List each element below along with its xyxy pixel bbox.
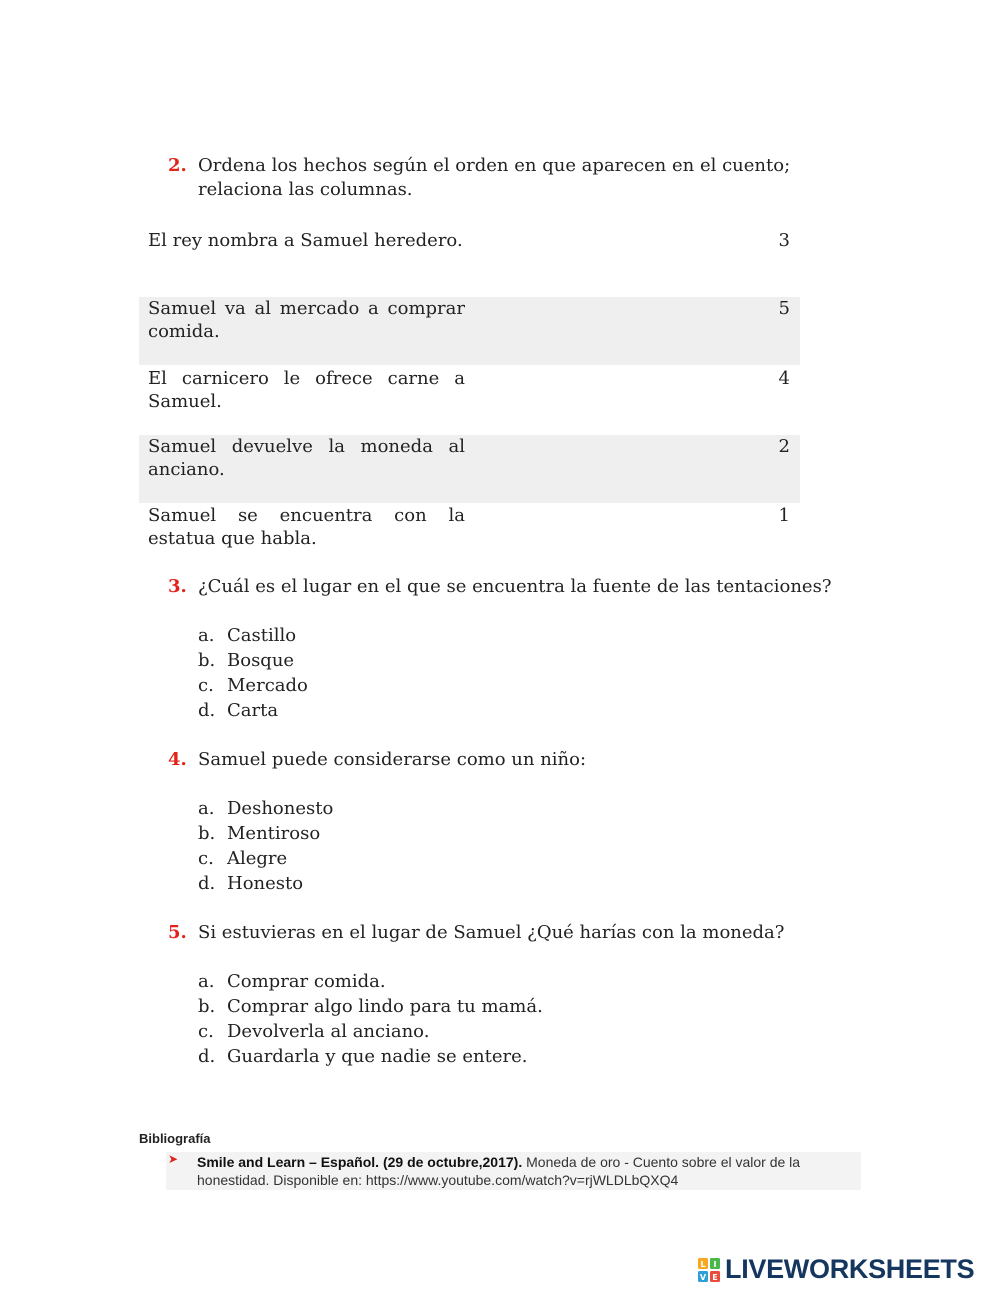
option-text: Honesto (227, 873, 304, 894)
badge-letter: E (712, 1273, 718, 1282)
badge-letter: V (699, 1273, 707, 1282)
liveworksheets-badge-icon (698, 1258, 720, 1282)
option-letter: b. (198, 996, 216, 1017)
table-row (139, 367, 800, 435)
option-text: Bosque (227, 650, 295, 671)
table-row (139, 297, 800, 365)
question-text: Ordena los hechos según el orden en que aparecen en el cuento; relaciona las columnas. (198, 155, 791, 200)
option-a[interactable] (198, 797, 333, 821)
logo-text: LIVEWORKSHEETS (725, 1254, 975, 1284)
option-text: Devolverla al anciano. (227, 1021, 430, 1042)
bibliography-details: Moneda de oro - Cuento sobre el valor de la honestidad. Disponible en: https://www.youtube.com/watch?v=rjWLDLbQXQ4 (197, 1154, 801, 1188)
option-text: Castillo (227, 625, 297, 646)
option-c[interactable] (198, 674, 308, 698)
event-text: El rey nombra a Samuel heredero. (148, 230, 463, 251)
option-letter: d. (198, 1046, 216, 1067)
option-b[interactable] (198, 995, 543, 1019)
bibliography-title: Bibliografía (139, 1131, 211, 1146)
option-text: Guardarla y que nadie se entere. (227, 1046, 528, 1067)
option-text: Deshonesto (227, 798, 334, 819)
question-number: 4. (168, 749, 187, 770)
arrow-bullet-icon: ➤ (168, 1152, 179, 1166)
order-number[interactable]: 4 (778, 368, 790, 389)
bibliography-author: Smile and Learn – Español. (29 de octubre,2017). (197, 1154, 523, 1170)
option-letter: a. (198, 971, 215, 992)
option-a[interactable] (198, 970, 386, 994)
table-row (139, 229, 800, 297)
option-c[interactable] (198, 847, 287, 871)
option-d[interactable] (198, 1045, 527, 1069)
option-text: Mentiroso (227, 823, 321, 844)
event-text: Samuel se encuentra con la estatua que habla. (148, 505, 465, 549)
option-letter: c. (198, 675, 214, 696)
option-letter: b. (198, 650, 216, 671)
question-text: ¿Cuál es el lugar en el que se encuentra la fuente de las tentaciones? (198, 576, 832, 597)
option-text: Alegre (227, 848, 288, 869)
question-number: 3. (168, 576, 187, 597)
option-letter: d. (198, 700, 216, 721)
option-text: Carta (227, 700, 279, 721)
event-text: El carnicero le ofrece carne a Samuel. (148, 368, 465, 412)
question-text: Samuel puede considerarse como un niño: (198, 749, 587, 770)
event-text: Samuel va al mercado a comprar comida. (148, 298, 465, 342)
order-number[interactable]: 1 (778, 505, 790, 526)
option-text: Comprar comida. (227, 971, 386, 992)
order-number[interactable]: 5 (778, 298, 790, 319)
option-letter: c. (198, 848, 214, 869)
question-text: Si estuvieras en el lugar de Samuel ¿Qué harías con la moneda? (198, 922, 785, 943)
table-row (139, 435, 800, 503)
option-d[interactable] (198, 699, 278, 723)
question-number: 2. (168, 155, 187, 176)
option-letter: c. (198, 1021, 214, 1042)
option-text: Comprar algo lindo para tu mamá. (227, 996, 543, 1017)
badge-letter: I (713, 1260, 717, 1269)
order-number[interactable]: 2 (778, 436, 790, 457)
badge-letter: L (700, 1260, 706, 1269)
option-a[interactable] (198, 624, 296, 648)
question-number: 5. (168, 922, 187, 943)
option-b[interactable] (198, 649, 294, 673)
option-c[interactable] (198, 1020, 429, 1044)
table-row (139, 504, 800, 572)
event-text: Samuel devuelve la moneda al anciano. (148, 436, 465, 480)
option-letter: a. (198, 625, 215, 646)
option-letter: b. (198, 823, 216, 844)
option-letter: a. (198, 798, 215, 819)
option-d[interactable] (198, 872, 303, 896)
bibliography-entry (197, 1153, 857, 1189)
option-letter: d. (198, 873, 216, 894)
option-b[interactable] (198, 822, 320, 846)
order-number[interactable]: 3 (778, 230, 790, 251)
option-text: Mercado (227, 675, 308, 696)
